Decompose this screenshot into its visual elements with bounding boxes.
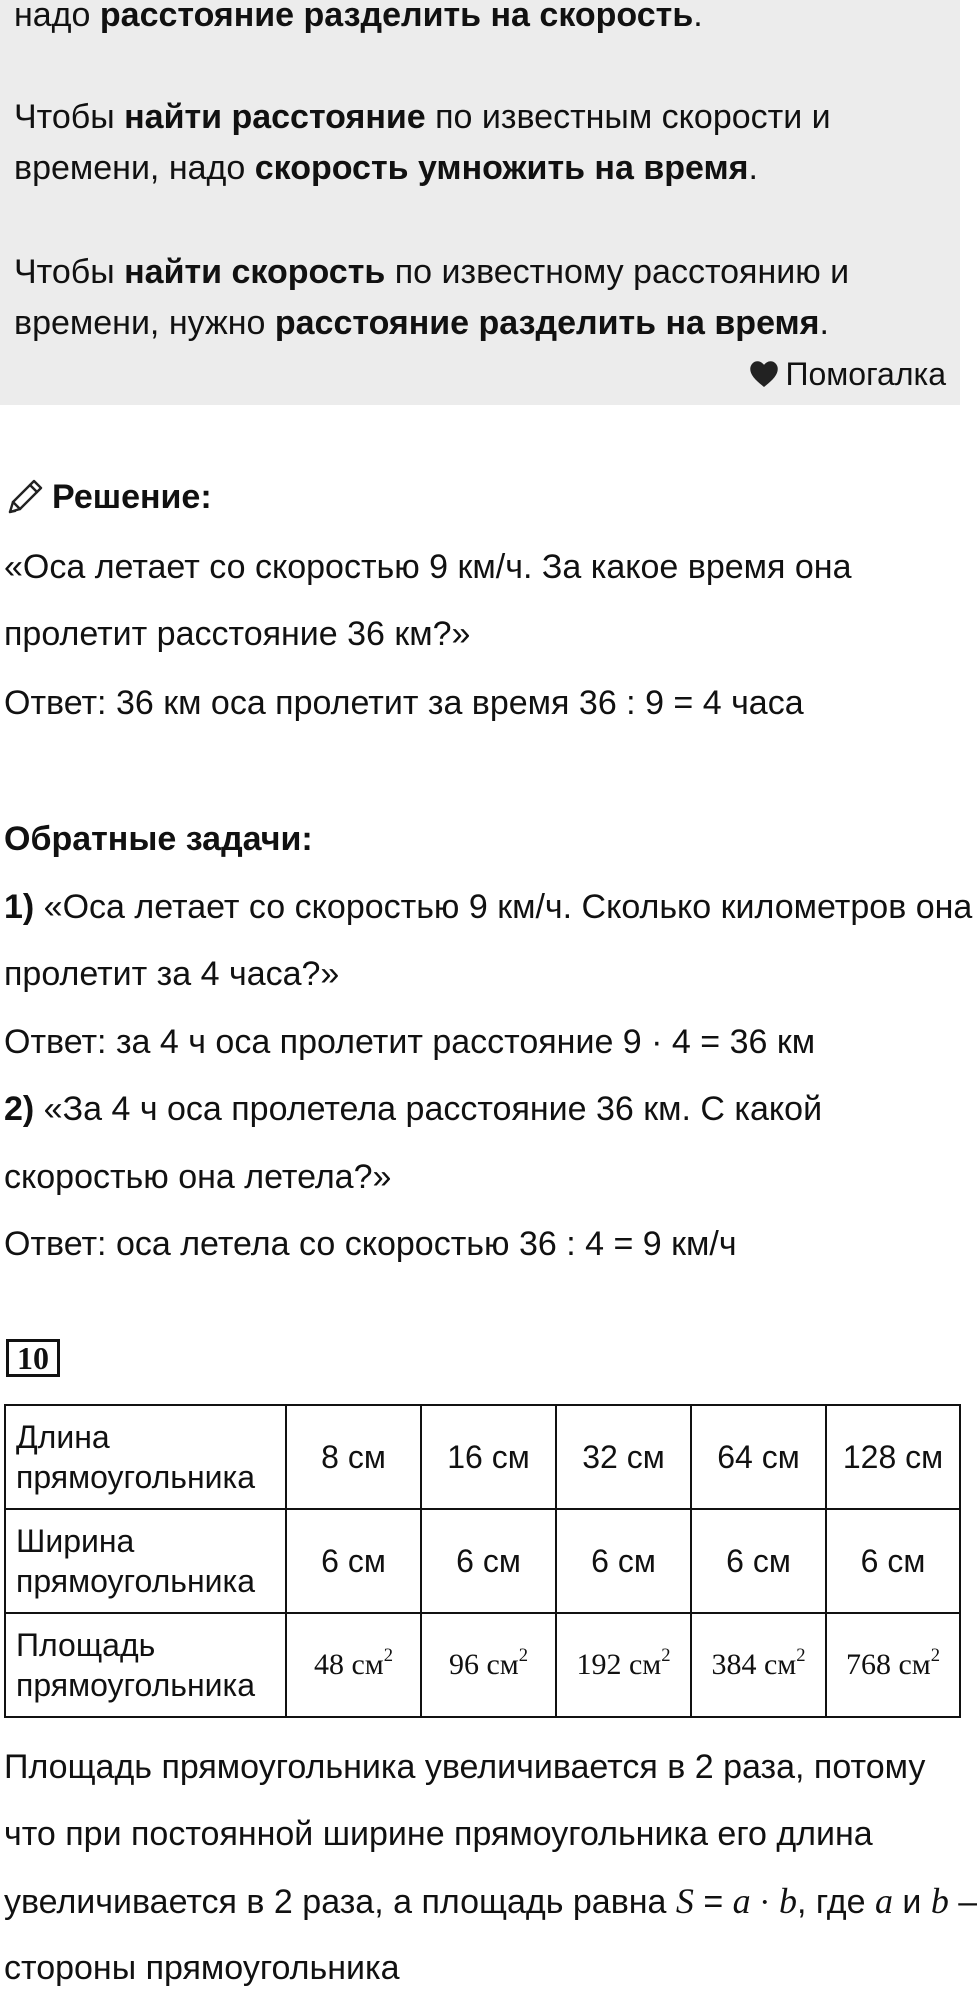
rule-line-4: Чтобы найти скорость по известному расстоянию и [14,253,850,291]
table-cell: 6 см [556,1509,691,1613]
table-row-length [5,1405,960,1509]
table-cell: 6 см [826,1509,960,1613]
helper-link[interactable] [749,353,946,395]
table-cell: 192 $см^2$ [556,1613,691,1717]
problem-line-2: пролетит расстояние 36 км?» [4,615,471,653]
table-cell: 8 см [286,1405,421,1509]
heart-icon [749,360,779,388]
row-header-area: Площадь прямоугольника [5,1613,286,1717]
table-cell: 16 см [421,1405,556,1509]
conclusion-line-4: стороны прямоугольника [4,1949,400,1987]
conclusion-line-1: Площадь прямоугольника увеличивается в 2 раза, потому [4,1748,926,1786]
inverse-task-2-line-2: скоростью она летела?» [4,1158,392,1196]
task-number-box: 10 [6,1339,60,1377]
formula-var: b [930,1881,949,1921]
table-cell: 48 $см^2$ [286,1613,421,1717]
rule-line-2: Чтобы найти расстояние по известным скорости и [14,98,831,136]
table-cell: 96 $см^2$ [421,1613,556,1717]
formula-var: a [874,1881,893,1921]
table-cell: 768 $см^2$ [826,1613,960,1717]
row-header-width: Ширина прямоугольника [5,1509,286,1613]
table-row-width [5,1509,960,1613]
table-cell: 128 см [826,1405,960,1509]
table-cell: 32 см [556,1405,691,1509]
inverse-task-1-line-2: пролетит за 4 часа?» [4,955,340,993]
helper-label: Помогалка [785,356,946,392]
formula-var: a [732,1881,751,1921]
rule-info-box [0,0,960,405]
inverse-heading: Обратные задачи: [4,820,313,858]
inverse-task-1-line-1: 1) «Оса летает со скоростью 9 км/ч. Сколько километров она [4,888,973,926]
conclusion-line-3: увеличивается в 2 раза, а площадь равна S = a · b, где a и b – [4,1881,977,1921]
problem-line-1: «Оса летает со скоростью 9 км/ч. За какое время она [4,548,852,586]
inverse-task-1-answer: Ответ: за 4 ч оса пролетит расстояние 9 · 4 = 36 км [4,1023,816,1061]
table-row-area [5,1613,960,1717]
solution-title: Решение: [52,478,212,516]
table-cell: 6 см [286,1509,421,1613]
conclusion-line-2: что при постоянной ширине прямоугольника его длина [4,1815,873,1853]
rule-line-3: времени, надо скорость умножить на время. [14,149,758,187]
rule-line-1: надо расстояние разделить на скорость. [14,0,703,34]
inverse-task-2-answer: Ответ: оса летела со скоростью 36 : 4 = 9 км/ч [4,1225,737,1263]
inverse-task-2-line-1: 2) «За 4 ч оса пролетела расстояние 36 км. С какой [4,1090,823,1128]
table-cell: 6 см [421,1509,556,1613]
formula-var: S [675,1881,694,1921]
formula-var: b [778,1881,797,1921]
solution-answer: Ответ: 36 км оса пролетит за время 36 : 9 = 4 часа [4,684,804,722]
pencil-icon [4,476,46,518]
row-header-length: Длина прямоугольника [5,1405,286,1509]
rule-line-5: времени, нужно расстояние разделить на время. [14,304,829,342]
solution-heading [4,476,212,518]
table-cell: 6 см [691,1509,826,1613]
table-cell: 384 $см^2$ [691,1613,826,1717]
rectangle-table [4,1404,961,1718]
table-cell: 64 см [691,1405,826,1509]
